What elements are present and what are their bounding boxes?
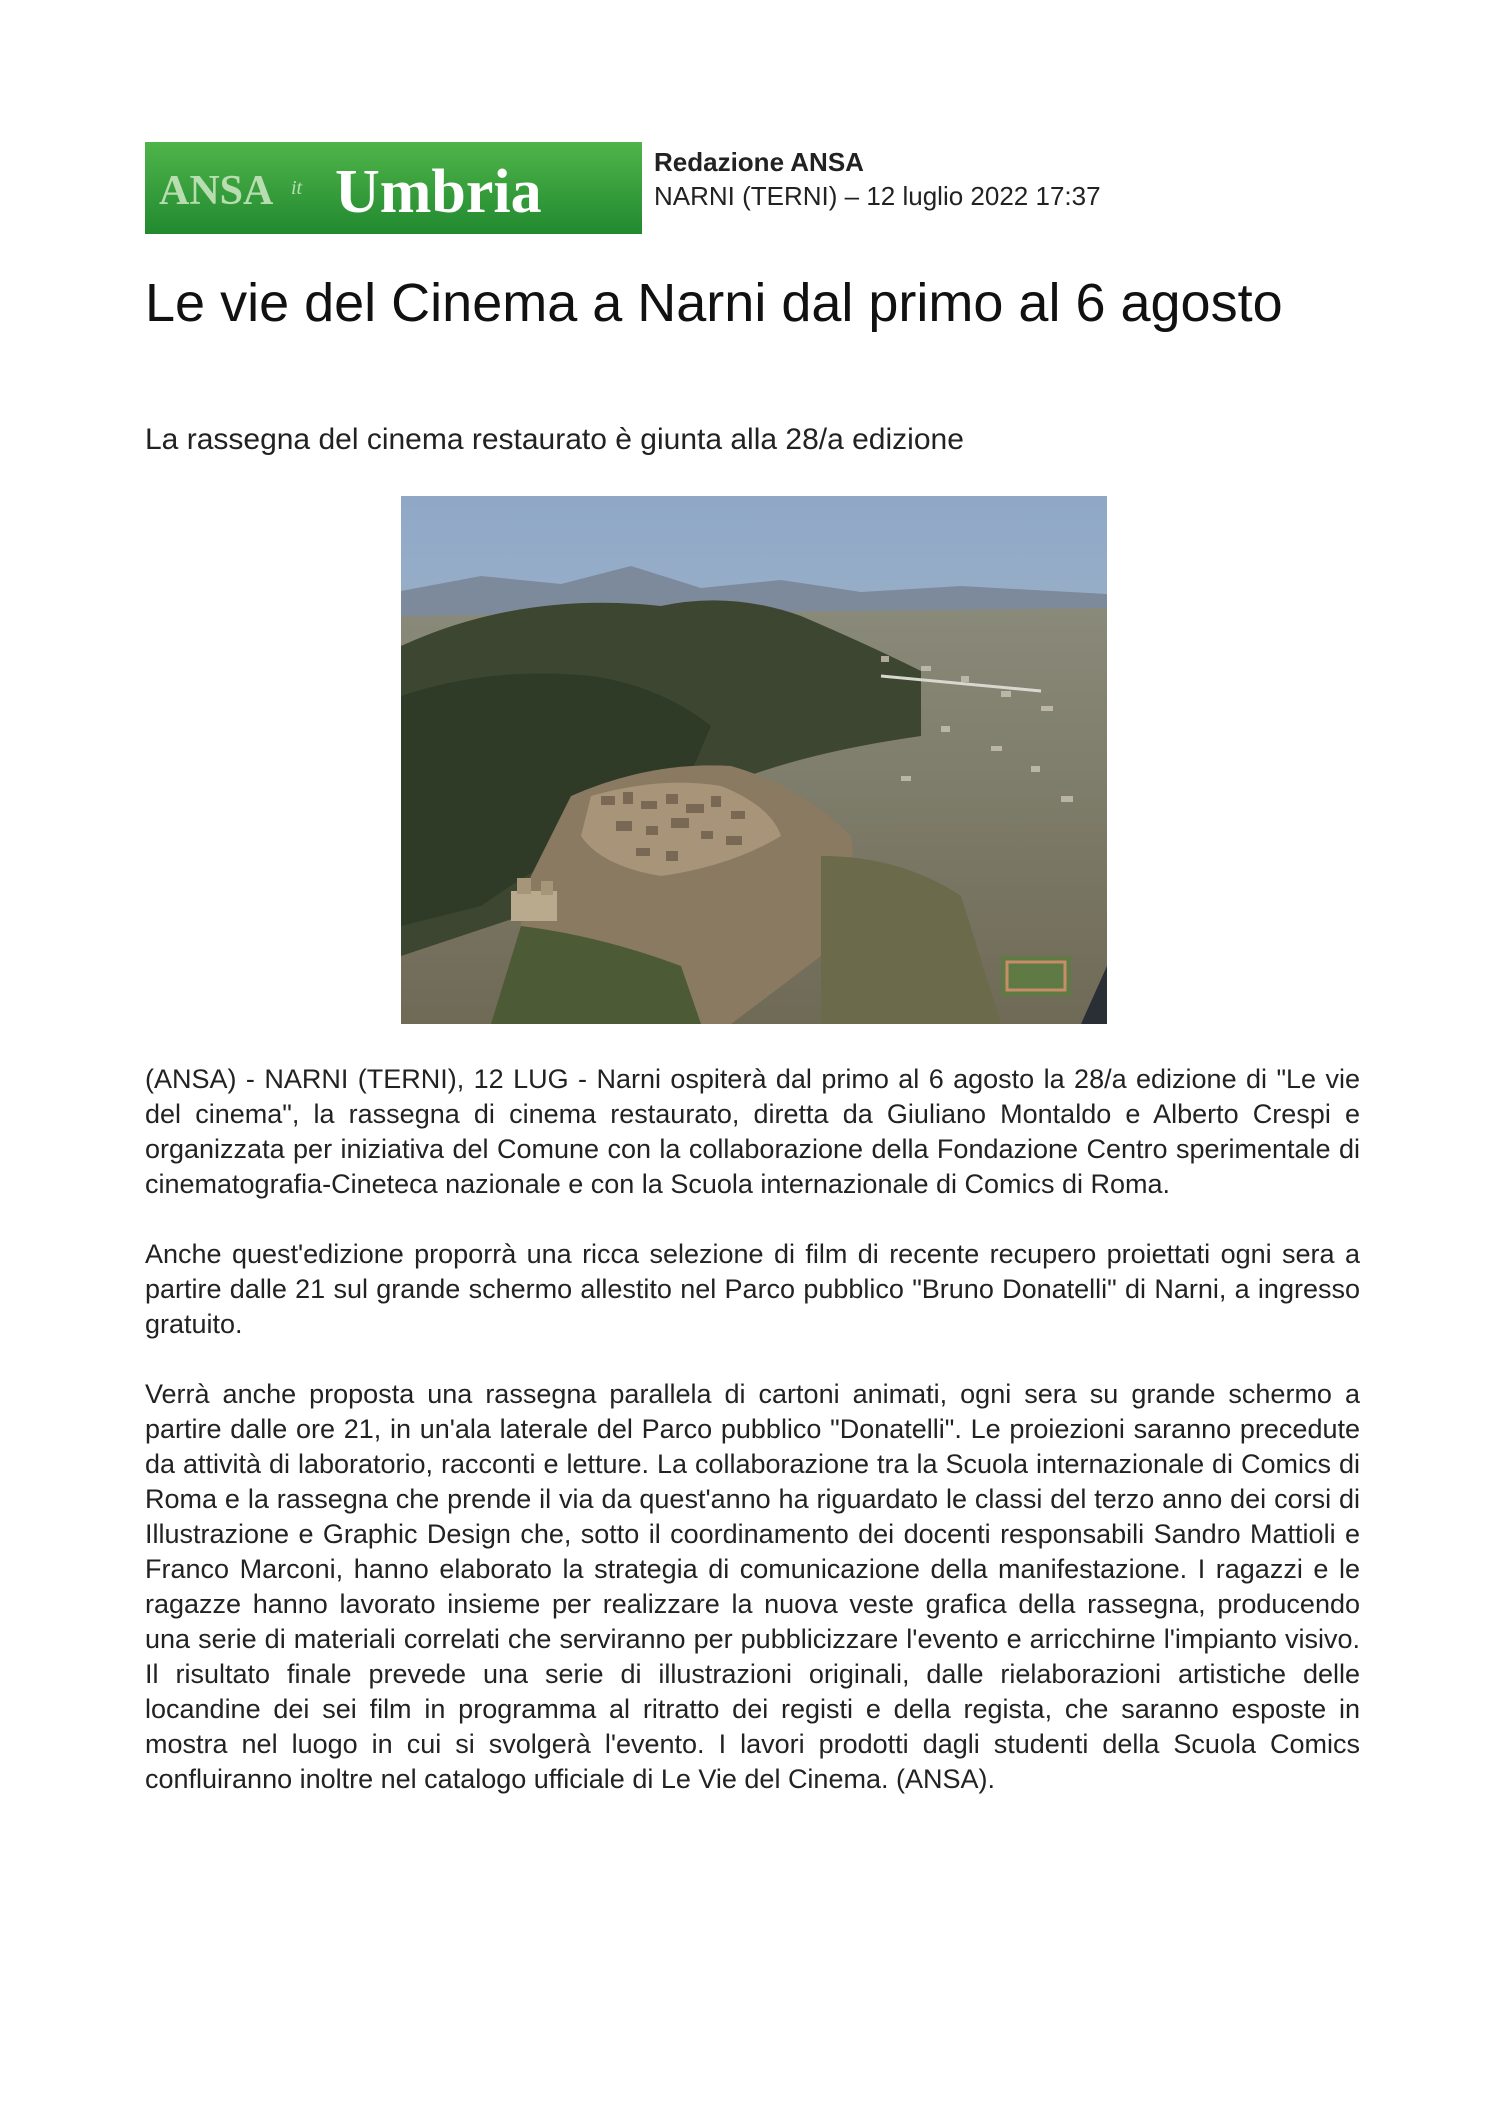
article-paragraph: Verrà anche proposta una rassegna parallela di cartoni animati, ogni sera su grande schermo a partire dalle ore 21, in un'ala laterale del Parco pubblico "Donatelli". Le proiezioni saranno precedute da attività di laboratorio, racconti e letture. La collaborazione tra la Scuola internazionale di Comics di Roma e la rassegna che prende il via da quest'anno ha riguardato le classi del terzo anno dei corsi di Illustrazione e Graphic Design che, sotto il coordinamento dei docenti responsabili Sandro Mattioli e Franco Marconi, hanno elaborato la strategia di comunicazione della manifestazione. I ragazzi e le ragazze hanno lavorato insieme per realizzare la nuova veste grafica della rassegna, producendo una serie di materiali correlati che serviranno per pubblicizzare l'evento e arricchirne l'impianto visivo. Il risultato finale prevede una serie di illustrazioni originali, dalle rielaborazioni artistiche delle locandine dei sei film in programma al ritratto dei registi e della regista, che saranno esposte in mostra nel luogo in cui si svolgerà l'evento. I lavori prodotti dagli studenti della Scuola Comics confluiranno inoltre nel catalogo ufficiale di Le Vie del Cinema. (ANSA).: [145, 1379, 1360, 1794]
logo-brand-text: ANSA: [159, 168, 274, 214]
logo-region-text: Umbria: [335, 158, 542, 226]
article-meta: [654, 146, 1101, 214]
ansa-umbria-logo: [145, 142, 642, 234]
article-title: Le vie del Cinema a Narni dal primo al 6 agosto: [145, 273, 1283, 333]
source-label: Redazione ANSA: [654, 147, 864, 177]
aerial-town-photo: [401, 496, 1107, 1024]
article-paragraph: Anche quest'edizione proporrà una ricca selezione di film di recente recupero proiettati ogni sera a partire dalle 21 sul grande schermo allestito nel Parco pubblico "Bruno Donatelli" di Narni, a ingresso gratuito.: [145, 1239, 1360, 1339]
logo-suffix-text: it: [291, 177, 303, 199]
article-paragraph: (ANSA) - NARNI (TERNI), 12 LUG - Narni ospiterà dal primo al 6 agosto la 28/a edizione di "Le vie del cinema", la rassegna di cinema restaurato, diretta da Giuliano Montaldo e Alberto Crespi e organizzata per iniziativa del Comune con la collaborazione della Fondazione Centro sperimentale di cinematografia-Cineteca nazionale e con la Scuola internazionale di Comics di Roma.: [145, 1064, 1360, 1199]
article-body: [145, 1062, 1360, 1832]
dateline: NARNI (TERNI) – 12 luglio 2022 17:37: [654, 181, 1101, 211]
article-subtitle: La rassegna del cinema restaurato è giunta alla 28/a edizione: [145, 423, 964, 456]
